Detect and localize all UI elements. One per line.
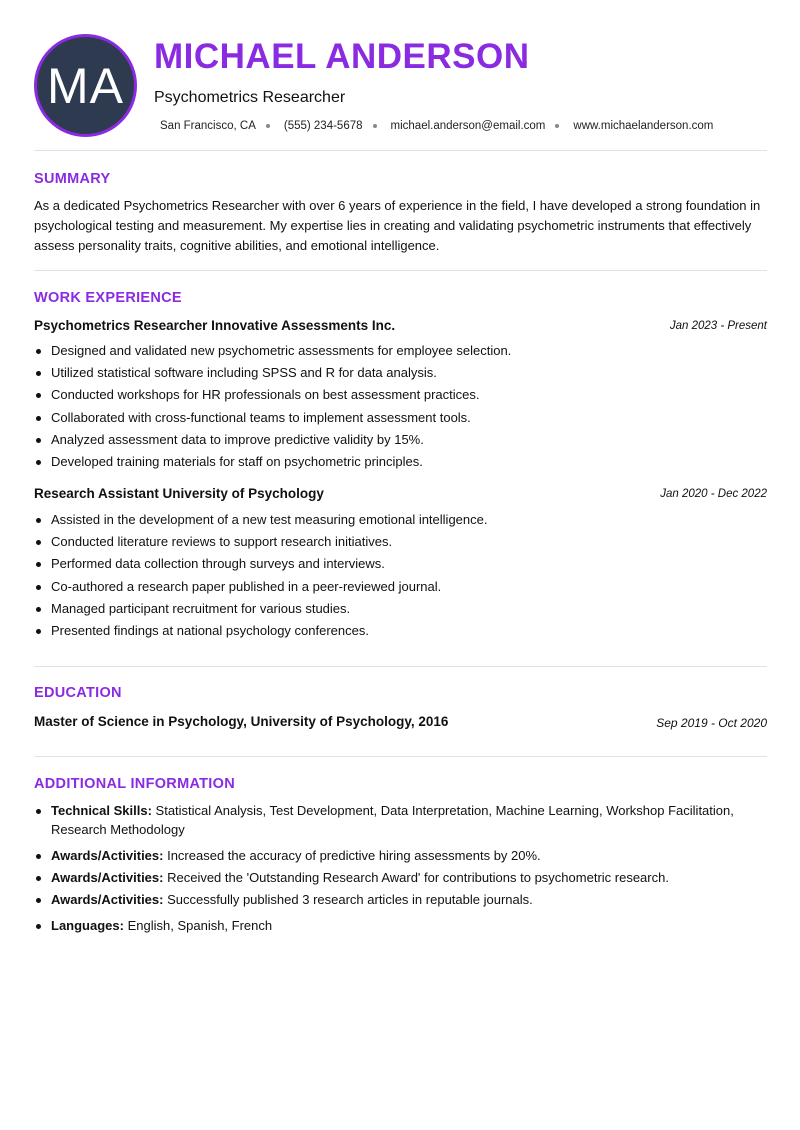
- job-title: Psychometrics Researcher Innovative Assessments Inc.: [34, 318, 396, 333]
- list-item: [34, 846, 767, 865]
- contact-line: [160, 120, 713, 132]
- separator-dot: [373, 124, 377, 128]
- info-label: Awards/Activities:: [51, 870, 164, 885]
- list-item: Assisted in the development of a new test measuring emotional intelligence.: [34, 509, 767, 531]
- info-label: Awards/Activities:: [51, 848, 164, 863]
- list-item: [34, 890, 767, 909]
- contact-location: San Francisco, CA: [160, 120, 256, 132]
- contact-email[interactable]: michael.anderson@email.com: [390, 120, 546, 132]
- education-heading: EDUCATION: [34, 685, 122, 701]
- list-item: Co-authored a research paper published in a peer-reviewed journal.: [34, 576, 767, 598]
- work-experience-heading: WORK EXPERIENCE: [34, 290, 182, 306]
- list-item: Conducted workshops for HR professionals on best assessment practices.: [34, 384, 767, 406]
- avatar: [34, 34, 137, 137]
- summary-text: As a dedicated Psychometrics Researcher with over 6 years of experience in the field, I have developed a strong foundation in psychological testing and measurement. My expertise lies in creating and validating psychometric instruments that effectively assess personality traits, cognitive abilities, and emotional intelligence.: [34, 198, 761, 253]
- separator-dot: [555, 124, 559, 128]
- list-item: Managed participant recruitment for various studies.: [34, 598, 767, 620]
- divider: [34, 270, 767, 271]
- job-title: Research Assistant University of Psychology: [34, 486, 324, 501]
- list-item: Performed data collection through surveys and interviews.: [34, 553, 767, 575]
- list-item: [34, 868, 767, 887]
- info-text: Increased the accuracy of predictive hiring assessments by 20%.: [167, 848, 541, 863]
- summary-heading: SUMMARY: [34, 171, 111, 187]
- separator-dot: [266, 124, 270, 128]
- avatar-initials: MA: [47, 57, 124, 114]
- info-label: Awards/Activities:: [51, 892, 164, 907]
- job-dates: Jan 2020 - Dec 2022: [660, 488, 767, 500]
- info-label: Languages:: [51, 918, 124, 933]
- list-item: Collaborated with cross-functional teams to implement assessment tools.: [34, 407, 767, 429]
- info-text: English, Spanish, French: [127, 918, 273, 933]
- info-text: Received the 'Outstanding Research Award' for contributions to psychometric research.: [167, 870, 669, 885]
- additional-info-list: [34, 801, 767, 935]
- job-bullets: [34, 509, 767, 642]
- info-text: Successfully published 3 research articles in reputable journals.: [167, 892, 533, 907]
- job-header: [34, 318, 767, 336]
- list-item: [34, 916, 767, 935]
- education-entry: [34, 714, 767, 732]
- job-dates: Jan 2023 - Present: [669, 320, 767, 332]
- candidate-name: MICHAEL ANDERSON: [154, 37, 530, 76]
- contact-website[interactable]: www.michaelanderson.com: [573, 120, 714, 132]
- list-item: Utilized statistical software including SPSS and R for data analysis.: [34, 362, 767, 384]
- list-item: Presented findings at national psychology conferences.: [34, 620, 767, 642]
- candidate-role: Psychometrics Researcher: [154, 89, 346, 106]
- degree-title: Master of Science in Psychology, University of Psychology, 2016: [34, 714, 449, 729]
- resume-header: [34, 34, 767, 138]
- list-item: Designed and validated new psychometric assessments for employee selection.: [34, 340, 767, 362]
- divider: [34, 666, 767, 667]
- list-item: Conducted literature reviews to support research initiatives.: [34, 531, 767, 553]
- education-dates: Sep 2019 - Oct 2020: [656, 716, 767, 730]
- job-bullets: [34, 340, 767, 473]
- contact-phone: (555) 234-5678: [283, 120, 363, 132]
- list-item: [34, 801, 767, 839]
- info-label: Technical Skills:: [51, 803, 152, 818]
- divider: [34, 150, 767, 151]
- list-item: Analyzed assessment data to improve predictive validity by 15%.: [34, 429, 767, 451]
- list-item: Developed training materials for staff on psychometric principles.: [34, 451, 767, 473]
- job-header: [34, 486, 767, 504]
- info-text: Statistical Analysis, Test Development, Data Interpretation, Machine Learning, Workshop Facilitation, Research Methodology: [51, 803, 734, 837]
- additional-info-heading: ADDITIONAL INFORMATION: [34, 776, 235, 792]
- divider: [34, 756, 767, 757]
